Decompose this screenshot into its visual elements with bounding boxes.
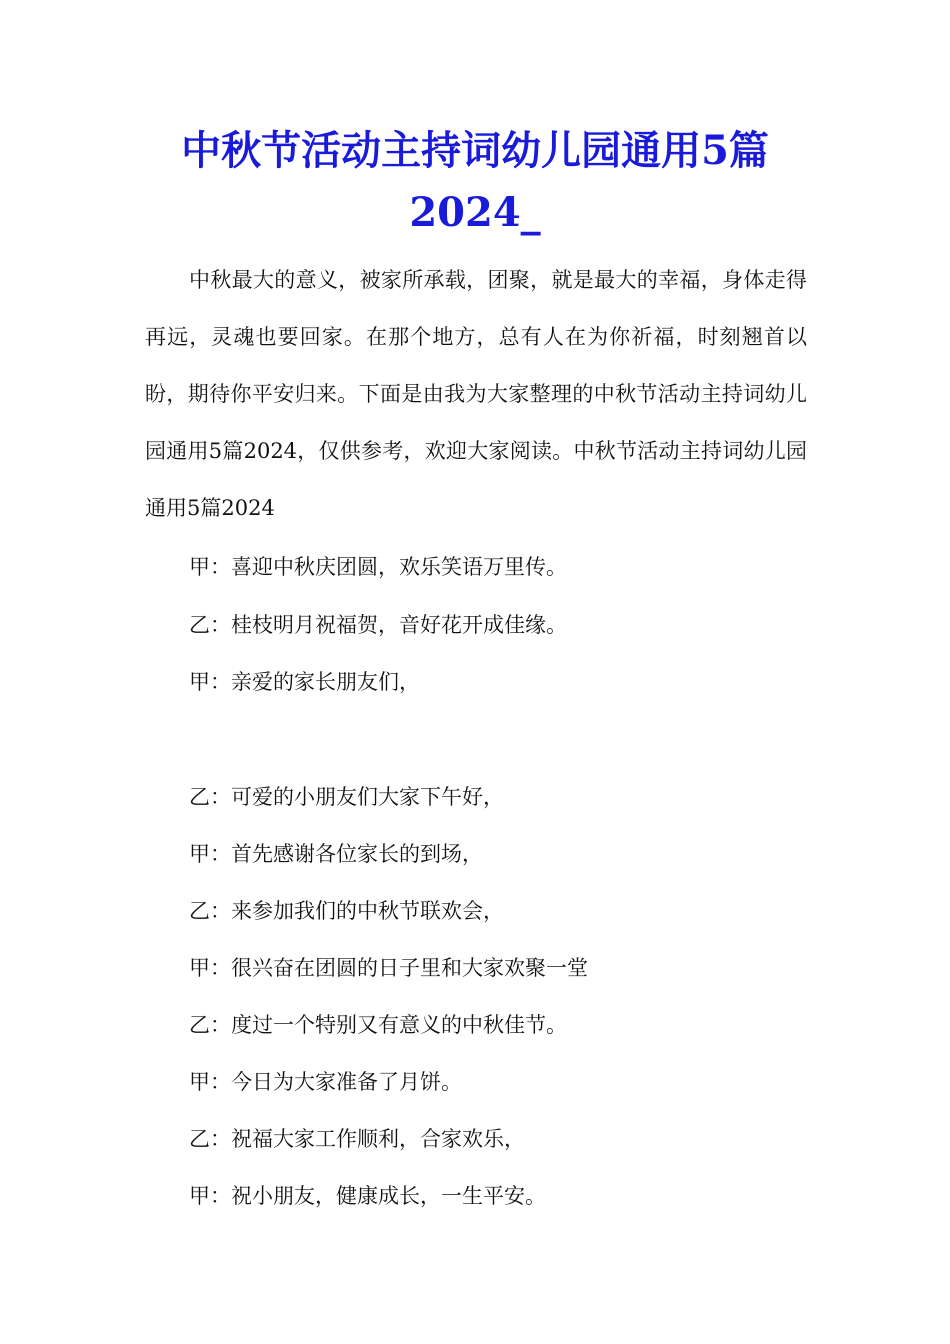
- dialogue-line: 甲：亲爱的家长朋友们，: [189, 670, 420, 694]
- dialogue-line: 乙：来参加我们的中秋节联欢会，: [189, 899, 504, 923]
- document-title: 中秋节活动主持词幼儿园通用5篇2024_: [181, 127, 769, 236]
- dialogue-line: 乙：可爱的小朋友们大家下午好，: [189, 785, 504, 809]
- dialogue-line: 乙：祝福大家工作顺利，合家欢乐，: [189, 1127, 525, 1151]
- dialogue-line: 乙：桂枝明月祝福贺，音好花开成佳缘。: [189, 613, 567, 637]
- dialogue-line: 甲：喜迎中秋庆团圆，欢乐笑语万里传。: [189, 555, 567, 579]
- dialogue-line: 甲：很兴奋在团圆的日子里和大家欢聚一堂: [189, 956, 588, 980]
- intro-paragraph: 中秋最大的意义，被家所承载，团聚，就是最大的幸福，身体走得再远，灵魂也要回家。在那个地方，总有人在为你祈福，时刻翘首以盼，期待你平安归来。下面是由我为大家整理的中秋节活动主持词幼儿园通用5篇2024，仅供参考，欢迎大家阅读。中秋节活动主持词幼儿园通用5篇2024: [145, 268, 807, 520]
- dialogue-line: 乙：度过一个特别又有意义的中秋佳节。: [189, 1013, 567, 1037]
- dialogue-line: 甲：首先感谢各位家长的到场，: [189, 842, 483, 866]
- dialogue-line: 甲：今日为大家准备了月饼。: [189, 1070, 462, 1094]
- dialogue-line: 甲：祝小朋友，健康成长，一生平安。: [189, 1184, 546, 1208]
